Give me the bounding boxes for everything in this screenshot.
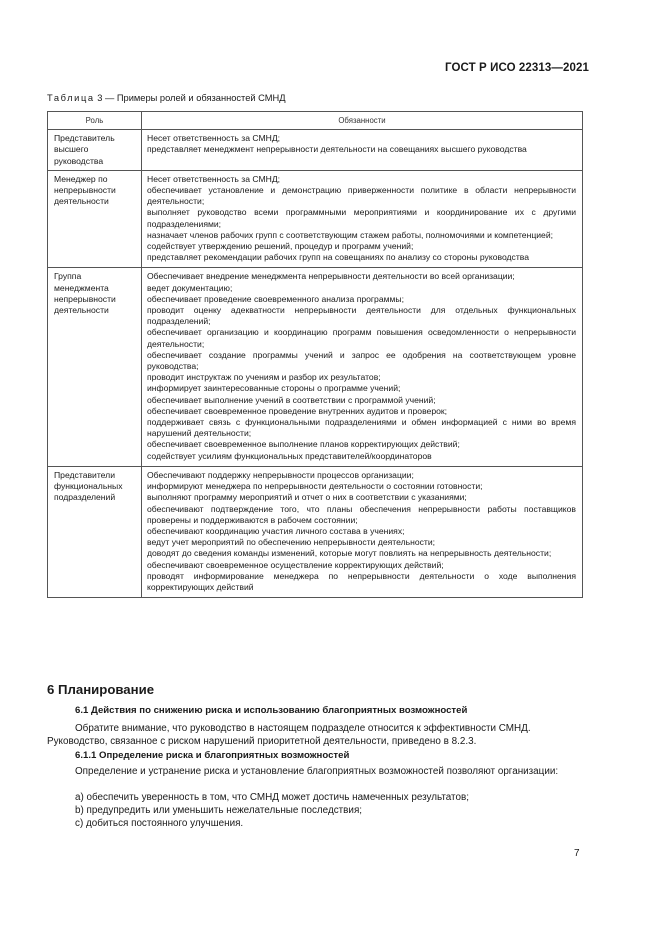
duty-item: обеспечивает организацию и координацию программ повышения осведомленности о непрерывности деятельности; [147,327,576,349]
duty-item: ведут учет мероприятий по обеспечению непрерывности деятельности; [147,537,436,548]
section-6-heading: 6 Планирование [47,682,155,697]
duty-item: Обеспечивают поддержку непрерывности процессов организации; [147,469,414,480]
duty-item: обеспечивают своевременное осуществление корректирующих действий; [147,559,444,570]
header-role: Роль [48,112,142,130]
duty-item: обеспечивают подтверждение того, что планы обеспечения непрерывности работы поставщиков проверены и поддерживаются в рабочем состоянии; [147,503,576,525]
table-caption [47,93,286,103]
duty-item: обеспечивает проведение своевременного анализа программы; [147,293,404,304]
duty-item: содействует утверждению решений, процедур и программ учений; [147,241,414,252]
role-line: менеджмента [54,282,109,293]
outcomes-list [75,791,469,831]
role-cell [48,130,142,171]
section-6-1-text: Обратите внимание, что руководство в настоящем подразделе относится к эффективности СМНД. Руководство, связанное с риском нарушений приоритетной деятельности, приведено в 8.2.3. [47,723,531,748]
duty-item: Несет ответственность за СМНД; [147,133,281,144]
role-line: Представитель [54,133,115,144]
duties-cell [142,466,583,597]
duty-item: обеспечивает своевременное выполнение планов корректирующих действий; [147,439,460,450]
section-6-1-1-text: Определение и устранение риска и установление благоприятных возможностей позволяют организации: [75,766,559,777]
duty-item: представляет рекомендации рабочих групп на совещаниях по анализу со стороны руководства [147,252,530,263]
section-6-1-paragraph [47,722,582,748]
duty-item: поддерживает связь с функциональными подразделениями и обмен информацией с ними во время нарушений деятельности; [147,417,576,439]
header-duties: Обязанности [142,112,583,130]
role-line: функциональных [54,481,123,492]
role-line: руководства [54,155,104,166]
duty-item: Несет ответственность за СМНД; [147,173,281,184]
section-6-1-1-paragraph [47,765,582,778]
page-number: 7 [574,848,580,859]
duty-item: обеспечивает создание программы учений и запрос ее одобрения на соответствующем уровне руководства; [147,349,576,372]
document-code: ГОСТ Р ИСО 22313—2021 [444,62,589,74]
duty-item: Обеспечивает внедрение менеджмента непрерывности деятельности во всей организации; [147,271,515,282]
role-line: Менеджер по [54,173,108,184]
duty-item: назначает членов рабочих групп с соответствующим стажем работы, полномочиями и компетенцией; [147,229,554,240]
duty-item: информирует заинтересованные стороны о программе учений; [147,383,401,394]
list-item: b) предупредить или уменьшить нежелательные последствия; [75,805,363,817]
table-header-row [48,112,583,130]
duty-item: выполняет руководство всеми программными мероприятиями и координирование их с другими подразделениями; [147,207,576,229]
duty-item: обеспечивает своевременное проведение внутренних аудитов и проверок; [147,405,448,416]
duty-item: проводит инструктаж по учениям и разбор их результатов; [147,372,381,383]
duty-item: обеспечивает установление и демонстрацию приверженности политике в области непрерывности деятельности; [147,185,576,207]
duty-item: обеспечивают координацию участия личного состава в учениях; [147,525,405,536]
role-line: деятельности [54,305,109,316]
role-line: непрерывности [54,185,116,196]
duty-item: обеспечивает выполнение учений в соответствии с программой учений; [147,394,436,405]
role-line: подразделений [54,492,116,503]
table-row [48,466,583,597]
section-6-1-1-heading: 6.1.1 Определение риска и благоприятных возможностей [75,750,350,761]
duty-item: представляет менеджмент непрерывности деятельности на совещаниях высшего руководства [147,144,527,155]
duty-item: доводят до сведения команды изменений, которые могут повлиять на непрерывность деятельности; [147,548,552,559]
duty-item: выполняют программу мероприятий и отчет о них в соответствии с указаниями; [147,492,467,503]
duty-item: информируют менеджера по непрерывности деятельности о состоянии готовности; [147,481,483,492]
table-caption-title: 3 — Примеры ролей и обязанностей СМНД [94,93,286,103]
duty-item: проводит оценку адекватности непрерывности деятельности для отдельных функциональных подразделений; [147,305,576,327]
table-caption-prefix: Таблица [47,93,95,103]
duties-cell [142,268,583,466]
roles-table [47,111,583,598]
duties-cell [142,170,583,268]
duty-item: проводят информирование менеджера по непрерывности деятельности о ходе выполнения корректирующих действий [147,570,576,592]
role-cell [48,170,142,268]
role-line: деятельности [54,196,109,207]
duty-item: содействует усилиям функциональных представителей/координаторов [147,450,432,461]
list-item: a) обеспечить уверенность в том, что СМНД может достичь намеченных результатов; [75,792,469,803]
list-item: c) добиться постоянного улучшения. [75,818,244,830]
table-body [48,130,583,598]
role-line: Группа [54,271,82,282]
table-row [48,268,583,466]
table-row [48,170,583,268]
role-line: высшего [54,144,89,155]
role-cell [48,466,142,597]
section-6-1-heading: 6.1 Действия по снижению риска и использованию благоприятных возможностей [75,705,468,716]
duty-item: ведет документацию; [147,282,233,293]
role-line: непрерывности [54,293,116,304]
duties-cell [142,130,583,171]
role-line: Представители [54,469,115,480]
table-row [48,130,583,171]
role-cell [48,268,142,466]
